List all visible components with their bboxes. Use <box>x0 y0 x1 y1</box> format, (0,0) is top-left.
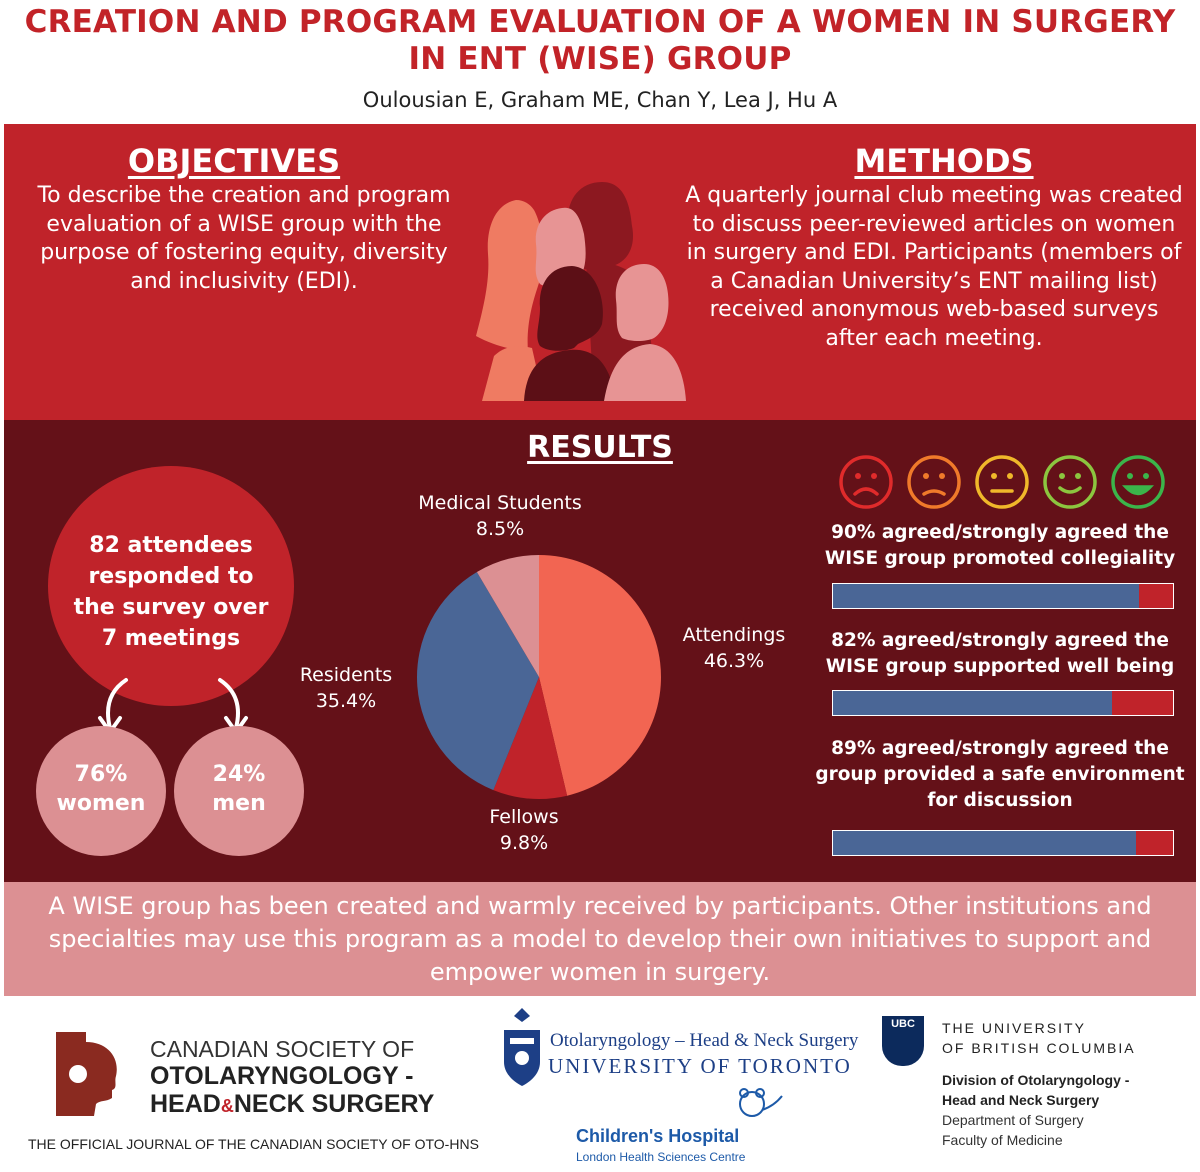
footer-logos <box>0 996 1200 1172</box>
residents-value: 35.4% <box>315 690 377 712</box>
women-circle-content <box>36 760 166 818</box>
students-value: 8.5% <box>475 518 525 540</box>
csohns-journal-line: THE OFFICIAL JOURNAL OF THE CANADIAN SOCIETY OF OTO-HNS <box>28 1136 479 1152</box>
stat-safe-environment-bar-fill <box>833 831 1136 855</box>
ubc-faculty: Faculty of Medicine <box>942 1132 1063 1148</box>
pie-label-attendings <box>664 622 804 674</box>
residents-label: Residents <box>299 664 393 686</box>
csohns-logo-icon <box>56 1032 136 1116</box>
poster-title: CREATION AND PROGRAM EVALUATION OF A WOMEN IN SURGERY IN ENT (WISE) GROUP <box>24 4 1176 77</box>
attendees-text: 82 attendees responded to the survey over 7 meetings <box>73 533 269 651</box>
ubc-crest-text: UBC <box>891 1018 915 1030</box>
pie-label-fellows <box>464 804 584 856</box>
poster-authors: Oulousian E, Graham ME, Chan Y, Lea J, Hu A <box>362 88 838 112</box>
csohns-line3 <box>150 1090 434 1119</box>
conclusion-text: A WISE group has been created and warmly received by participants. Other institutions and specialties may use this program as a model to develop their own initiatives to support and empower women in surgery. <box>48 892 1152 986</box>
poster-header <box>0 0 1200 124</box>
ubc-line1: THE UNIVERSITY <box>942 1020 1086 1036</box>
stat-collegiality-bar-fill <box>833 584 1139 608</box>
ubc-crest-icon <box>882 1016 924 1066</box>
very-happy-face-icon <box>1110 454 1166 510</box>
ubc-department: Department of Surgery <box>942 1112 1084 1128</box>
stat-wellbeing-bar <box>832 690 1174 716</box>
men-circle <box>174 726 304 856</box>
objectives-methods-section <box>4 124 1196 420</box>
results-section <box>4 420 1196 882</box>
women-circle <box>36 726 166 856</box>
csohns-line3-ampersand: & <box>220 1096 234 1116</box>
men-percent: 24% <box>212 762 266 787</box>
men-circle-content <box>174 760 304 818</box>
pie-label-students <box>388 490 612 542</box>
stat-collegiality-text: 90% agreed/strongly agreed the WISE group promoted collegiality <box>824 522 1176 569</box>
childrens-hospital-name: Children's Hospital <box>576 1126 740 1146</box>
fellows-label: Fellows <box>489 806 559 828</box>
ubc-division-line1: Division of Otolaryngology - <box>942 1072 1130 1088</box>
ubc-line2: OF BRITISH COLUMBIA <box>942 1040 1136 1056</box>
childrens-hospital-sub: London Health Sciences Centre <box>576 1150 746 1164</box>
csohns-line3-head: HEAD <box>150 1090 221 1118</box>
stat-safe-environment-text: 89% agreed/strongly agreed the group provided a safe environment for discussion <box>815 738 1185 811</box>
happy-face-icon <box>1042 454 1098 510</box>
women-label: women <box>56 791 146 816</box>
attendings-label: Attendings <box>682 624 786 646</box>
students-label: Medical Students <box>418 492 582 514</box>
csohns-line2: OTOLARYNGOLOGY - <box>150 1062 414 1090</box>
objectives-heading: OBJECTIVES <box>127 142 341 180</box>
conclusion-section <box>4 882 1196 996</box>
stat-collegiality-bar <box>832 583 1174 609</box>
unhappy-face-icon <box>906 454 962 510</box>
stat-wellbeing-bar-fill <box>833 691 1112 715</box>
objectives-text: To describe the creation and program evaluation of a WISE group with the purpose of fostering equity, diversity and inclusivity (EDI). <box>37 183 451 294</box>
results-heading: RESULTS <box>527 430 673 465</box>
fellows-value: 9.8% <box>499 832 549 854</box>
women-percent: 76% <box>74 762 128 787</box>
uoft-name: UNIVERSITY OF TORONTO <box>548 1054 852 1078</box>
neutral-face-icon <box>974 454 1030 510</box>
csohns-line1: CANADIAN SOCIETY OF <box>150 1036 415 1062</box>
stat-wellbeing-text: 82% agreed/strongly agreed the WISE group supported well being <box>825 630 1175 677</box>
stat-safe-environment-bar <box>832 830 1174 856</box>
participants-pie-chart <box>414 552 664 802</box>
uoft-crest-icon <box>500 1008 544 1088</box>
methods-text: A quarterly journal club meeting was created to discuss peer-reviewed articles on women in surgery and EDI. Participants (members of a Canadian University’s ENT mailing list) received anonymous web-based surveys after each meeting. <box>685 183 1183 351</box>
uoft-department: Otolaryngology – Head & Neck Surgery <box>550 1030 859 1051</box>
csohns-line3-neck: NECK SURGERY <box>233 1090 435 1118</box>
childrens-hospital-bear-icon <box>730 1086 790 1126</box>
ubc-division-line2: Head and Neck Surgery <box>942 1092 1100 1108</box>
pie-label-residents <box>286 662 406 714</box>
attendings-value: 46.3% <box>703 650 765 672</box>
methods-heading: METHODS <box>854 142 1034 180</box>
very-unhappy-face-icon <box>838 454 894 510</box>
men-label: men <box>212 791 266 816</box>
women-silhouettes-illustration <box>474 176 689 401</box>
